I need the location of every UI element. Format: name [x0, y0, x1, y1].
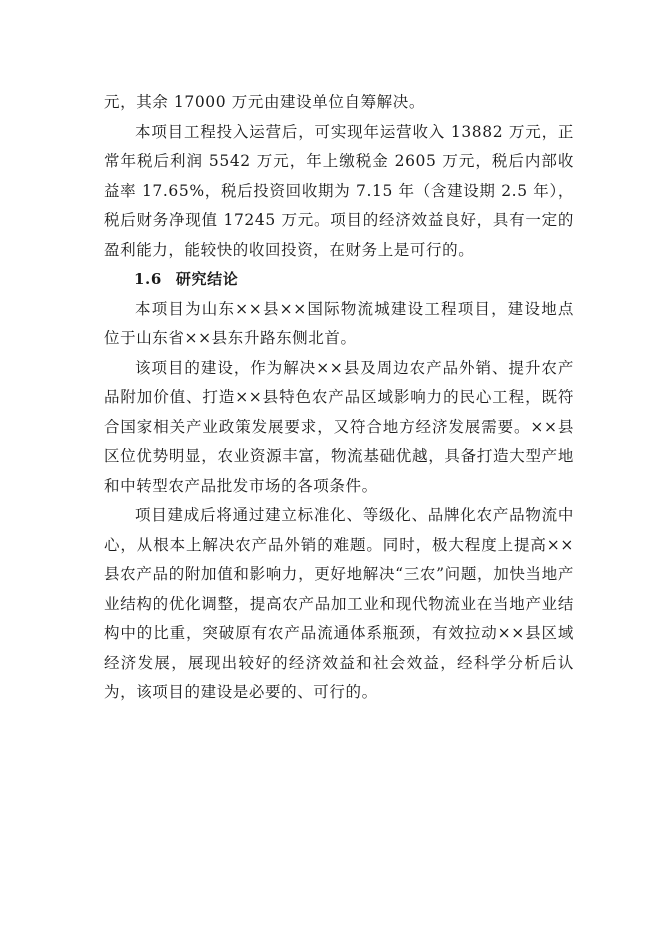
section-number: 1.6	[134, 270, 162, 288]
continued-paragraph: 元，其余 17000 万元由建设单位自筹解决。	[104, 93, 425, 111]
finance-paragraph: 本项目工程投入运营后，可实现年运营收入 13882 万元，正常年税后利润 5542 万元，年上缴税金 2605 万元，税后内部收益率 17.65%，税后投资回收期为 7.15 年（含建设期 2.5 年），税后财务净现值 17245 万元。项目的经济效益良好，具有一定的盈利能力，能较快的收回投资，在财务上是可行的。	[104, 122, 574, 259]
conclusion-paragraph-3: 项目建成后将通过建立标准化、等级化、品牌化农产品物流中心，从根本上解决农产品外销的难题。同时，极大程度上提高××县农产品的附加值和影响力，更好地解决“三农”问题，加快当地产业结构的优化调整，提高农产品加工业和现代物流业在当地产业结构中的比重，突破原有农产品流通体系瓶颈，有效拉动××县区域经济发展，展现出较好的经济效益和社会效益，经科学分析后认为，该项目的建设是必要的、可行的。	[104, 506, 574, 701]
conclusion-paragraph-2: 该项目的建设，作为解决××县及周边农产品外销、提升农产品附加价值、打造××县特色农产品区域影响力的民心工程，既符合国家相关产业政策发展要求，又符合地方经济发展需要。××县区位优势明显，农业资源丰富，物流基础优越，具备打造大型产地和中转型农产品批发市场的各项条件。	[104, 358, 574, 495]
section-title: 研究结论	[175, 270, 239, 288]
document-body	[104, 88, 574, 708]
conclusion-paragraph-1: 本项目为山东××县××国际物流城建设工程项目，建设地点位于山东省××县东升路东侧北首。	[104, 299, 574, 347]
section-heading	[104, 265, 574, 295]
